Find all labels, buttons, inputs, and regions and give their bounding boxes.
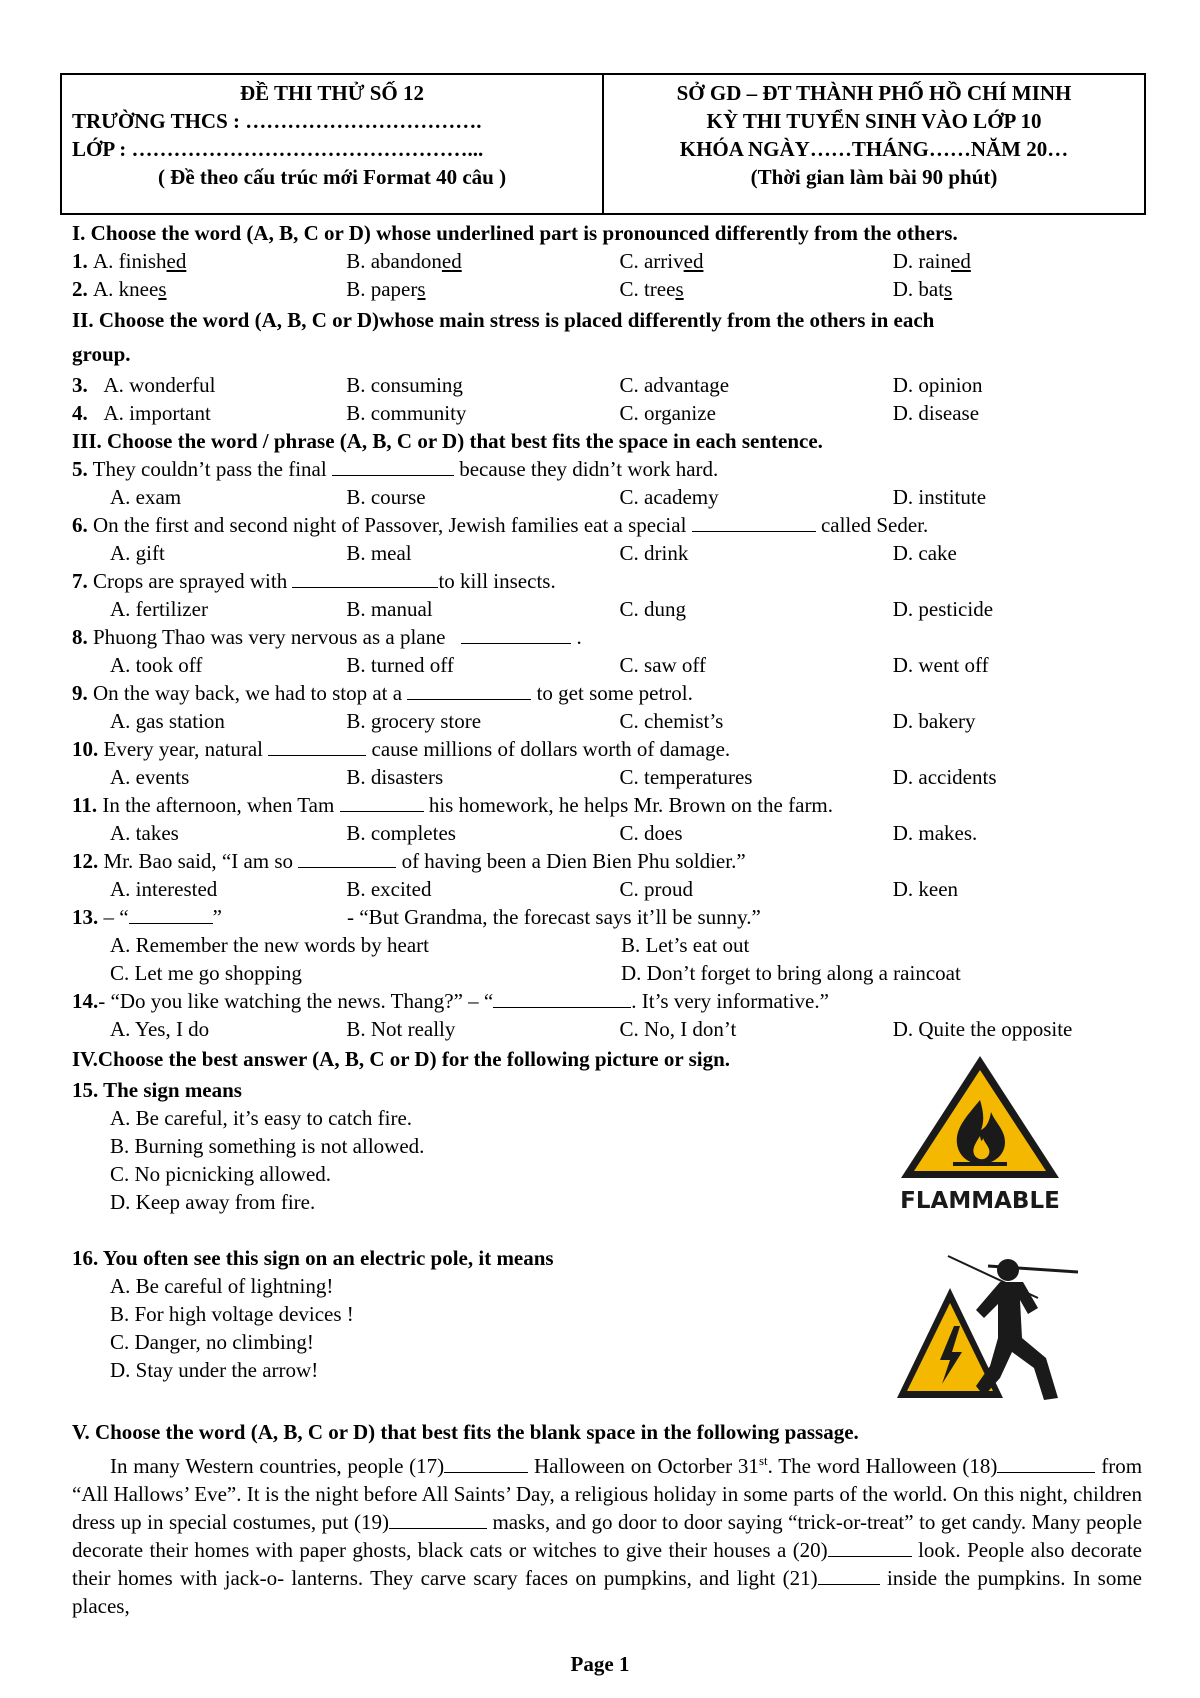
flammable-warning-icon (895, 1050, 1065, 1220)
passage-text: In many Western countries, people (17) Halloween on Octorber 31st. The word Halloween (18) from “All Hallows’ Eve”. It is the night before All Saints’ Day, a religious holiday in some parts of the world. On this night, children dress up in special costumes, put (19) masks, and go door to door saying “trick-or-treat” to get candy. Many people decorate their homes with paper ghosts, black cats or witches to give their houses a (20) look. People also decorate their homes with jack-o- lanterns. They carve scary faces on pumpkins, and light (21) inside the pumpkins. In some places, (72, 1453, 1143, 1618)
exam-duration: (Thời gian làm bài 90 phút) (750, 165, 998, 189)
exam-name: KỲ THI TUYỂN SINH VÀO LỚP 10 (706, 109, 1042, 133)
high-voltage-sign (888, 1248, 1088, 1418)
section-4-heading: IV.Choose the best answer (A, B, C or D) for the following picture or sign. (72, 1047, 731, 1071)
question-7-options: A. fertilizer B. manual C. dung D. pesticide (110, 597, 994, 621)
question-number: 2. (72, 277, 88, 301)
exam-header (60, 73, 1146, 215)
question-11: 11. In the afternoon, when Tam his homework, he helps Mr. Brown on the farm. (72, 793, 834, 817)
header-department-info (604, 75, 1144, 213)
question-16-stem: 16. You often see this sign on an electric pole, it means (72, 1246, 554, 1270)
flammable-label: FLAMMABLE (900, 1188, 1060, 1214)
question-9: 9. On the way back, we had to stop at a to get some petrol. (72, 681, 693, 705)
question-8: 8. Phuong Thao was very nervous as a plane . (72, 625, 582, 649)
question-14-options: A. Yes, I do B. Not really C. No, I don’t D. Quite the opposite (110, 1017, 1073, 1041)
question-15-option-c: C. No picnicking allowed. (110, 1162, 332, 1186)
section-5-heading: V. Choose the word (A, B, C or D) that best fits the blank space in the following passage. (72, 1420, 859, 1444)
header-school-info (62, 75, 604, 213)
reading-passage (72, 1452, 1142, 1620)
page-number: Page 1 (570, 1652, 630, 1676)
question-14: 14.- “Do you like watching the news. Thang?” – “ . It’s very informative.” (72, 989, 829, 1013)
question-6: 6. On the first and second night of Passover, Jewish families eat a special called Seder. (72, 513, 929, 537)
exam-title: ĐỀ THI THỬ SỐ 12 (240, 81, 424, 105)
question-6-options: A. gift B. meal C. drink D. cake (110, 541, 957, 565)
question-9-options: A. gas station B. grocery store C. chemist’s D. bakery (110, 709, 976, 733)
question-10: 10. Every year, natural cause millions of dollars worth of damage. (72, 737, 731, 761)
format-note: ( Đề theo cấu trúc mới Format 40 câu ) (157, 165, 507, 189)
question-11-options: A. takes B. completes C. does D. makes. (110, 821, 978, 845)
exam-date: KHÓA NGÀY……THÁNG……NĂM 20… (679, 137, 1069, 161)
section-1-heading: I. Choose the word (A, B, C or D) whose underlined part is pronounced differently from the others. (72, 221, 958, 245)
question-15-stem: 15. The sign means (72, 1078, 242, 1102)
question-16-option-b: B. For high voltage devices ! (110, 1302, 354, 1326)
question-13-options-2: C. Let me go shopping D. Don’t forget to bring along a raincoat (110, 961, 961, 985)
question-12-options: A. interested B. excited C. proud D. keen (110, 877, 959, 901)
question-5: 5. They couldn’t pass the final because they didn’t work hard. (72, 457, 719, 481)
question-13-options-1: A. Remember the new words by heart B. Let’s eat out (110, 933, 750, 957)
school-line: TRƯỜNG THCS : ……………………………. (72, 109, 482, 133)
question-15-option-b: B. Burning something is not allowed. (110, 1134, 425, 1158)
question-7: 7. Crops are sprayed with to kill insects. (72, 569, 556, 593)
question-3: 3. A. wonderful B. consuming C. advantage D. opinion (72, 373, 983, 397)
question-4: 4. A. important B. community C. organize D. disease (72, 401, 980, 425)
question-number: 1. (72, 249, 88, 273)
question-15-option-d: D. Keep away from fire. (110, 1190, 316, 1214)
question-15-option-a: A. Be careful, it’s easy to catch fire. (110, 1106, 413, 1130)
class-line: LỚP : …………………………………………... (72, 137, 484, 161)
question-13: 13. – “ ” - “But Grandma, the forecast says it’ll be sunny.” (72, 905, 761, 929)
question-12: 12. Mr. Bao said, “I am so of having been a Dien Bien Phu soldier.” (72, 849, 746, 873)
question-8-options: A. took off B. turned off C. saw off D. went off (110, 653, 989, 677)
flammable-sign (895, 1050, 1065, 1220)
question-2: 2. A. knees B. papers C. trees D. bats (72, 277, 953, 301)
question-10-options: A. events B. disasters C. temperatures D. accidents (110, 765, 997, 789)
section-3-heading: III. Choose the word / phrase (A, B, C or D) that best fits the space in each sentence. (72, 429, 823, 453)
section-2-heading: II. Choose the word (A, B, C or D)whose main stress is placed differently from the others in each group. (72, 308, 935, 366)
department-name: SỞ GD – ĐT THÀNH PHỐ HỒ CHÍ MINH (676, 81, 1072, 105)
question-16-option-c: C. Danger, no climbing! (110, 1330, 314, 1354)
question-16-option-a: A. Be careful of lightning! (110, 1274, 334, 1298)
question-1: 1. A. finished B. abandoned C. arrived D. rained (72, 249, 971, 273)
high-voltage-warning-icon (888, 1248, 1088, 1418)
question-5-options: A. exam B. course C. academy D. institute (110, 485, 987, 509)
question-16-option-d: D. Stay under the arrow! (110, 1358, 319, 1382)
